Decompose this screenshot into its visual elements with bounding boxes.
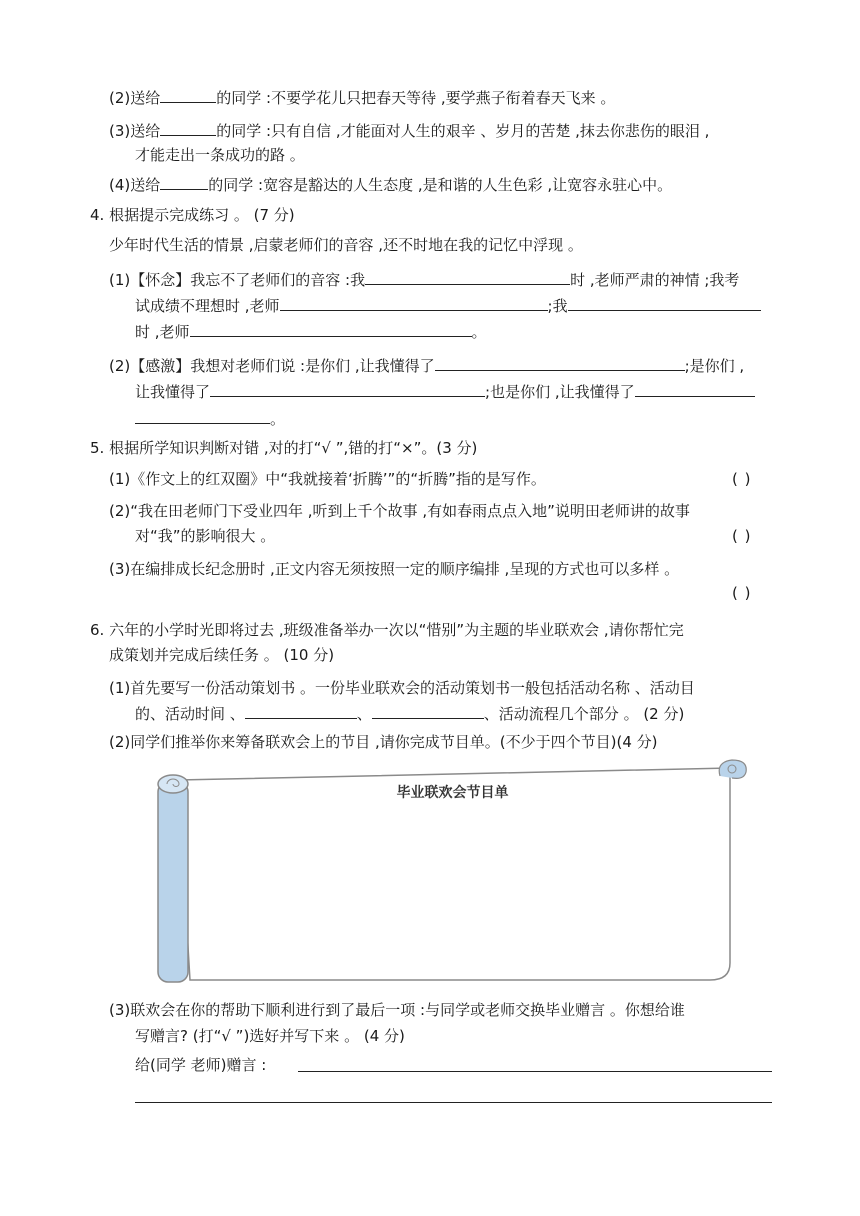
q4-item-1-line-2 xyxy=(135,294,761,317)
answer-blank[interactable] xyxy=(365,268,570,285)
q4-item-1-line-1 xyxy=(109,268,739,291)
answer-blank[interactable] xyxy=(280,294,548,311)
q3-item-4 xyxy=(109,173,672,196)
answer-blank[interactable] xyxy=(372,702,484,719)
q5-item-1: (1)《作文上的红双圈》中“我就接着‘折腾’”的“折腾”指的是写作。 xyxy=(109,470,546,488)
answer-paren[interactable]: ( ) xyxy=(732,470,752,488)
q6-title-line-2: 成策划并完成后续任务 。 (10 分) xyxy=(109,646,335,664)
q4-item-1-text-f: 。 xyxy=(471,323,487,341)
answer-blank[interactable] xyxy=(435,354,685,371)
q3-item-3 xyxy=(109,119,709,142)
q4-item-1-text-b: 时 ,老师严肃的神情 ;我考 xyxy=(570,271,740,289)
q3-item-3-text: 的同学 :只有自信 ,才能面对人生的艰辛 、岁月的苦楚 ,抹去你悲伤的眼泪 , xyxy=(216,122,710,140)
q4-item-2-text-b: ;是你们 , xyxy=(684,357,745,375)
q5-item-3: (3)在编排成长纪念册时 ,正文内容无须按照一定的顺序编排 ,呈现的方式也可以多样 。 xyxy=(109,560,680,578)
q4-title: 4. 根据提示完成练习 。 (7 分) xyxy=(90,206,295,224)
q4-item-2-line-1 xyxy=(109,354,744,377)
answer-blank[interactable] xyxy=(135,407,270,424)
q4-item-2-text-e: 。 xyxy=(270,410,286,428)
q6-item-3-line-3 xyxy=(135,1054,266,1076)
q3-item-3-prefix: (3)送给 xyxy=(109,122,161,140)
answer-paren[interactable]: ( ) xyxy=(732,584,752,602)
q4-item-1-text-d: ;我 xyxy=(547,297,568,315)
answer-line[interactable] xyxy=(135,1102,772,1103)
answer-blank[interactable] xyxy=(245,702,357,719)
q6-item-3-text-c: 给(同学 老师)赠言 : xyxy=(135,1056,267,1074)
q6-item-1-line-1: (1)首先要写一份活动策划书 。一份毕业联欢会的活动策划书一般包括活动名称 、活动目 xyxy=(109,679,695,697)
q3-item-3-continued: 才能走出一条成功的路 。 xyxy=(135,146,305,164)
q6-item-1-text-c: 、 xyxy=(356,705,372,723)
q5-item-2-line-2: 对“我”的影响很大 。 xyxy=(135,527,276,545)
q6-item-3-line-2: 写赠言? (打“√ ”)选好并写下来 。 (4 分) xyxy=(135,1027,405,1045)
answer-blank[interactable] xyxy=(190,320,472,337)
q6-item-1-line-2 xyxy=(135,702,684,725)
q4-item-2-text-d: ;也是你们 ,让我懂得了 xyxy=(485,383,635,401)
answer-blank[interactable] xyxy=(160,86,216,103)
q6-item-3-line-1: (3)联欢会在你的帮助下顺利进行到了最后一项 :与同学或老师交换毕业赠言 。你想给谁 xyxy=(109,1001,685,1019)
scroll-title: 毕业联欢会节目单 xyxy=(396,785,509,801)
q6-item-2: (2)同学们推举你来筹备联欢会上的节目 ,请你完成节目单。(不少于四个节目)(4 分) xyxy=(109,733,658,751)
q4-item-2-text-a: (2)【感激】我想对老师们说 :是你们 ,让我懂得了 xyxy=(109,357,435,375)
answer-blank[interactable] xyxy=(635,380,755,397)
q6-item-1-text-b: 的、活动时间 、 xyxy=(135,705,245,723)
q3-item-4-prefix: (4)送给 xyxy=(109,176,161,194)
q3-item-4-text: 的同学 :宽容是豁达的人生态度 ,是和谐的人生色彩 ,让宽容永驻心中。 xyxy=(208,176,673,194)
q5-item-2-line-1: (2)“我在田老师门下受业四年 ,听到上千个故事 ,有如春雨点点入地”说明田老师讲的故事 xyxy=(109,502,690,520)
q4-item-1-line-3 xyxy=(135,320,487,343)
q6-item-1-text-d: 、活动流程几个部分 。 (2 分) xyxy=(483,705,685,723)
q4-item-2-line-2 xyxy=(135,380,755,403)
q3-item-2-prefix: (2)送给 xyxy=(109,89,161,107)
q4-item-1-text-c: 试成绩不理想时 ,老师 xyxy=(135,297,280,315)
answer-paren[interactable]: ( ) xyxy=(732,527,752,545)
answer-blank[interactable] xyxy=(210,380,485,397)
q3-item-2-text: 的同学 :不要学花儿只把春天等待 ,要学燕子衔着春天飞来 。 xyxy=(216,89,616,107)
q4-item-2-line-3 xyxy=(135,407,285,430)
answer-blank[interactable] xyxy=(160,119,216,136)
q4-item-2-text-c: 让我懂得了 xyxy=(135,383,211,401)
answer-blank[interactable] xyxy=(568,294,761,311)
q4-intro: 少年时代生活的情景 ,启蒙老师们的音容 ,还不时地在我的记忆中浮现 。 xyxy=(109,236,583,254)
q5-title: 5. 根据所学知识判断对错 ,对的打“√ ”,错的打“×”。(3 分) xyxy=(90,439,478,457)
answer-blank[interactable] xyxy=(160,173,208,190)
q4-item-1-text-e: 时 ,老师 xyxy=(135,323,190,341)
q6-title-line-1: 6. 六年的小学时光即将过去 ,班级准备举办一次以“惜别”为主题的毕业联欢会 ,请你帮忙完 xyxy=(90,621,684,639)
answer-line[interactable] xyxy=(298,1071,772,1072)
program-list-scroll[interactable] xyxy=(150,758,755,988)
q3-item-2 xyxy=(109,86,615,109)
q4-item-1-text-a: (1)【怀念】我忘不了老师们的音容 :我 xyxy=(109,271,366,289)
